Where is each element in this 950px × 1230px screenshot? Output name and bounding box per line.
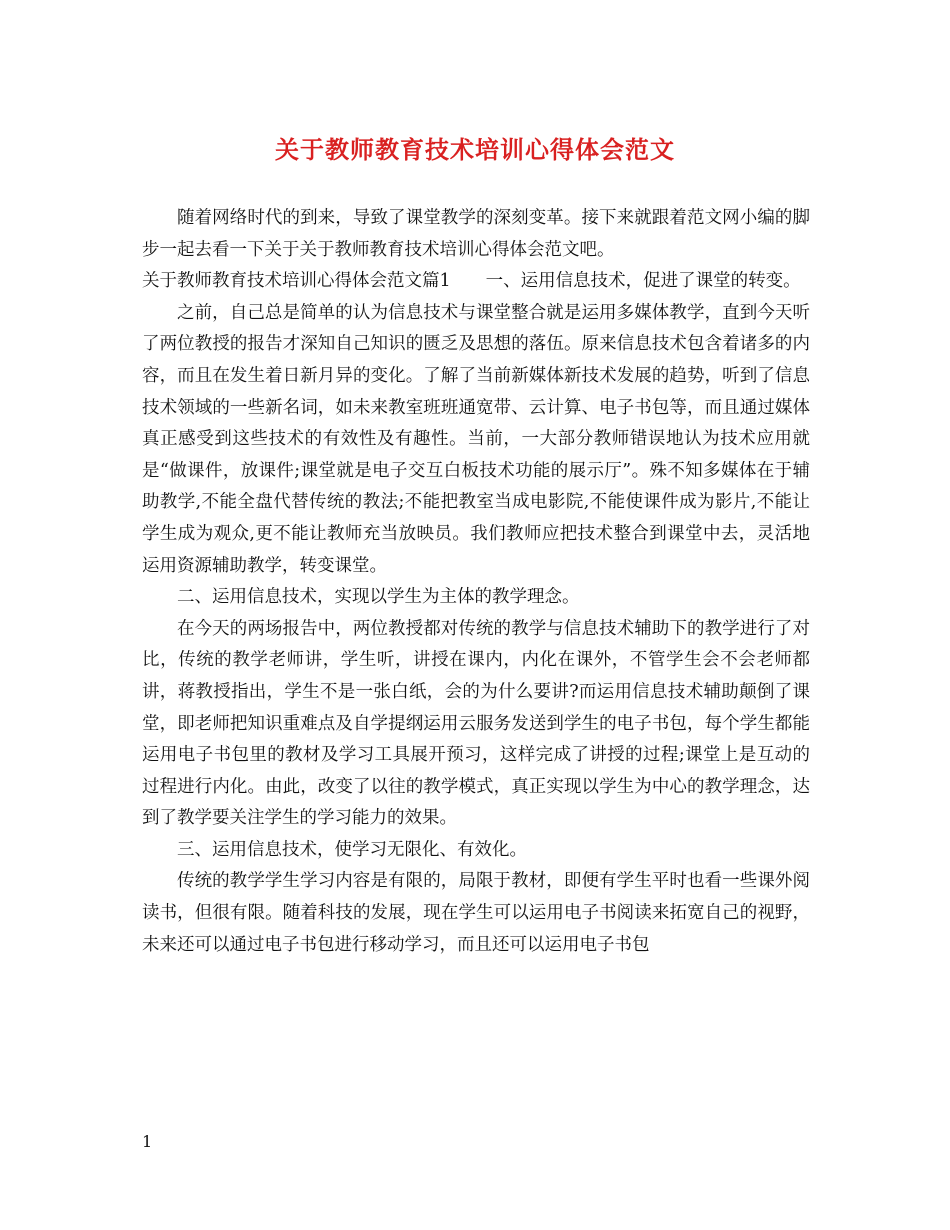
paragraph-section-2-body: 在今天的两场报告中，两位教授都对传统的教学与信息技术辅助下的教学进行了对比，传统的教学老师讲，学生听，讲授在课内，内化在课外，不管学生会不会老师都讲，蒋教授指出，学生不是一张白纸，会的为什么要讲?而运用信息技术辅助颠倒了课堂，即老师把知识重难点及自学提纲运用云服务发送到学生的电子书包，每个学生都能运用电子书包里的教材及学习工具展开预习，这样完成了讲授的过程;课堂上是互动的过程进行内化。由此，改变了以往的教学模式，真正实现以学生为中心的教学理念，达到了教学要关注学生的学习能力的效果。 xyxy=(142,618,810,829)
document-body xyxy=(142,203,810,961)
paragraph-section-1-heading: 关于教师教育技术培训心得体会范文篇1 一、运用信息技术，促进了课堂的转变。 xyxy=(142,271,801,292)
document-title: 关于教师教育技术培训心得体会范文 xyxy=(275,135,675,164)
paragraph-intro: 随着网络时代的到来，导致了课堂教学的深刻变革。接下来就跟着范文网小编的脚步一起去看一下关于关于教师教育技术培训心得体会范文吧。 xyxy=(142,208,810,260)
page-number: 1 xyxy=(142,1132,153,1151)
paragraph-section-1-body: 之前，自己总是简单的认为信息技术与课堂整合就是运用多媒体教学，直到今天听了两位教授的报告才深知自己知识的匮乏及思想的落伍。原来信息技术包含着诸多的内容，而且在发生着日新月异的变化。了解了当前新媒体新技术发展的趋势，听到了信息技术领域的一些新名词，如未来教室班班通宽带、云计算、电子书包等，而且通过媒体真正感受到这些技术的有效性及有趣性。当前，一大部分教师错误地认为技术应用就是“做课件，放课件;课堂就是电子交互白板技术功能的展示厅”。殊不知多媒体在于辅助教学,不能全盘代替传统的教法;不能把教室当成电影院,不能使课件成为影片,不能让学生成为观众,更不能让教师充当放映员。我们教师应把技术整合到课堂中去，灵活地运用资源辅助教学，转变课堂。 xyxy=(142,302,810,576)
paragraph-section-3-body: 传统的教学学生学习内容是有限的，局限于教材，即便有学生平时也看一些课外阅读书，但很有限。随着科技的发展，现在学生可以运用电子书阅读来拓宽自己的视野，未来还可以通过电子书包进行移动学习，而且还可以运用电子书包 xyxy=(142,871,810,955)
paragraph-section-3-heading: 三、运用信息技术，使学习无限化、有效化。 xyxy=(177,839,527,860)
paragraph-section-2-heading: 二、运用信息技术，实现以学生为主体的教学理念。 xyxy=(177,587,580,608)
